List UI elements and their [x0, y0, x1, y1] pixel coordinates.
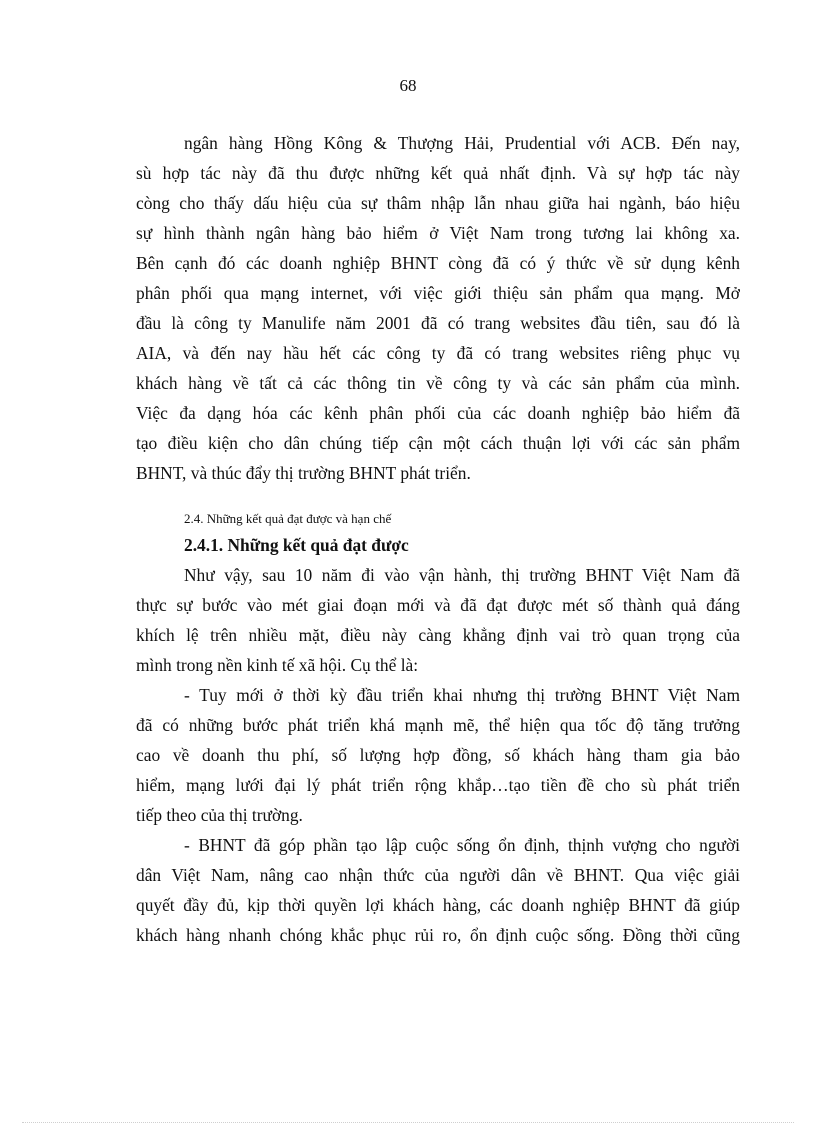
paragraph-results-intro [136, 560, 740, 680]
paragraph-market-growth [136, 680, 740, 830]
text-line: đã có những bước phát triển khá mạnh mẽ, thể hiện qua tốc độ tăng trưởng [136, 715, 740, 735]
text-line: mình trong nền kinh tế xã hội. Cụ thể là: [136, 655, 419, 675]
text-line: Như vậy, sau 10 năm đi vào vận hành, thị trường BHNT Việt Nam đã [184, 565, 740, 585]
text-line: Việc đa dạng hóa các kênh phân phối của các doanh nghiệp bảo hiểm đã [136, 403, 740, 423]
text-line: thực sự bước vào mét giai đoạn mới và đã đạt được mét số thành quả đáng [136, 595, 740, 615]
text-line: ngân hàng Hồng Kông & Thượng Hải, Prudential với ACB. Đến nay, [184, 133, 740, 153]
section-heading: 2.4. Những kết quả đạt được và hạn chế [184, 511, 392, 526]
text-line: hiểm, mạng lưới đại lý phát triển rộng khắp…tạo tiền đề cho sù phát triển [136, 775, 740, 795]
page-body [136, 128, 740, 950]
text-line: khích lệ trên nhiều mặt, điều này càng khẳng định vai trò quan trọng của [136, 625, 740, 645]
text-line: tạo điều kiện cho dân chúng tiếp cận một cách thuận lợi với các sản phẩm [136, 433, 740, 453]
text-line: khách hàng nhanh chóng khắc phục rủi ro, ổn định cuộc sống. Đồng thời cũng [136, 925, 740, 945]
text-line: Bên cạnh đó các doanh nghiệp BHNT còng đã có ý thức về sử dụng kênh [136, 253, 740, 273]
text-line: phân phối qua mạng internet, với việc giới thiệu sản phẩm qua mạng. Mở [136, 283, 740, 303]
text-line: sự hình thành ngân hàng bảo hiểm ở Việt Nam trong tương lai không xa. [136, 223, 740, 243]
text-line: đầu là công ty Manulife năm 2001 đã có trang websites đầu tiên, sau đó là [136, 313, 740, 333]
text-line: - Tuy mới ở thời kỳ đầu triển khai nhưng thị trường BHNT Việt Nam [184, 685, 740, 705]
text-line: - BHNT đã góp phần tạo lập cuộc sống ổn định, thịnh vượng cho người [184, 835, 740, 855]
text-line: sù hợp tác này đã thu được những kết quả nhất định. Và sự hợp tác này [136, 163, 740, 183]
paragraph-social-contribution [136, 830, 740, 950]
text-line: dân Việt Nam, nâng cao nhận thức của người dân về BHNT. Qua việc giải [136, 865, 740, 885]
text-line: BHNT, và thúc đẩy thị trường BHNT phát triển. [136, 463, 471, 483]
paragraph-distribution-channels [136, 128, 740, 488]
page-number: 68 [399, 76, 417, 95]
text-line: cao về doanh thu phí, số lượng hợp đồng, số khách hàng tham gia bảo [136, 745, 740, 765]
text-line: tiếp theo của thị trường. [136, 805, 303, 825]
text-line: AIA, và đến nay hầu hết các công ty đã có trang websites riêng phục vụ [136, 343, 740, 363]
text-line: khách hàng về tất cả các thông tin về công ty và các sản phẩm của mình. [136, 373, 740, 393]
text-line: còng cho thấy dấu hiệu của sự thâm nhập lẫn nhau giữa hai ngành, báo hiệu [136, 193, 740, 213]
text-line: quyết đầy đủ, kịp thời quyền lợi khách hàng, các doanh nghiệp BHNT đã giúp [136, 895, 740, 915]
subsection-heading: 2.4.1. Những kết quả đạt được [184, 535, 409, 555]
